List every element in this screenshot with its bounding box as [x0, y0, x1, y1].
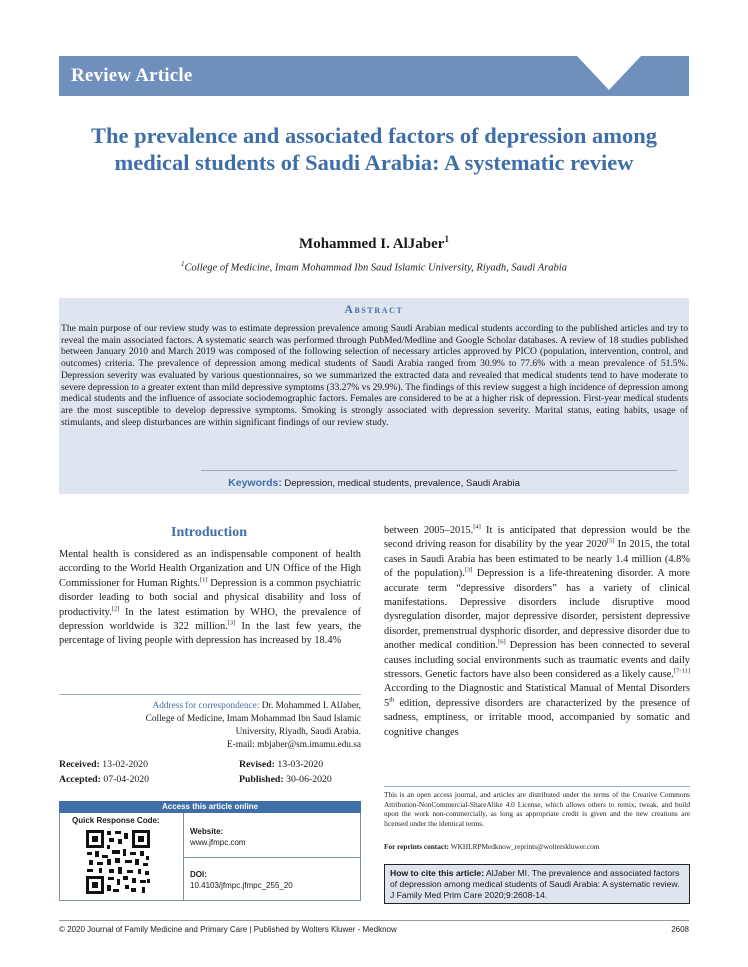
- received-label: Received:: [59, 759, 100, 770]
- intro-text: edition, depressive disorders are characterized by the presence of sadness, emptiness, or irritable mood, accompanied by somatic and cognitive changes: [384, 697, 690, 738]
- website-link[interactable]: www.jfmpc.com: [190, 838, 246, 847]
- intro-text: Depression has been connected to several causes including social environments such as traumatic events and daily stressors. Genetic factors have also been considered as a likely cause.: [384, 640, 690, 681]
- cite-label: How to cite this article:: [390, 868, 485, 878]
- qr-code[interactable]: [85, 829, 151, 895]
- keywords: [0, 477, 748, 489]
- intro-text: Mental health is considered as an indispensable component of health according to the World Health Organization and UN Office of the High Commissioner for Human Rights.: [59, 549, 361, 589]
- footer-divider: [59, 920, 689, 921]
- author-affiliation-mark: 1: [444, 234, 449, 244]
- license-text: This is an open access journal, and articles are distributed under the terms of the Creative Commons Attribution-NonCommercial-ShareAlike 4.0 License, which allows others to remix, tweak, and build upon the work non-commercially, as long as appropriate credit is given and the new creations are licensed under the identical terms.: [384, 790, 690, 828]
- cite-text: AlJaber MI. The prevalence and associated factors of depression among medical students of Saudi Arabia: A systematic review. J Family Med Prim Care 2020;9:2608-14.: [390, 868, 680, 900]
- correspondence-block: [59, 700, 361, 752]
- correspondence-label: Address for correspondence:: [152, 701, 260, 711]
- revised-date: 13-03-2020: [277, 759, 324, 770]
- footer-text: © 2020 Journal of Family Medicine and Primary Care | Published by Wolters Kluwer - Medknow: [59, 925, 397, 934]
- reprints-email[interactable]: WKHLRPMedknow_reprints@wolterskluwer.com: [450, 842, 600, 851]
- correspondence-line-2: University, Riyadh, Saudi Arabia.: [235, 727, 361, 737]
- revised-label: Revised:: [239, 759, 275, 770]
- doi-label: DOI:: [190, 870, 207, 879]
- article-title: The prevalence and associated factors of depression among medical students of Saudi Arabia: A systematic review: [90, 123, 658, 175]
- published-date: 30-06-2020: [286, 774, 332, 785]
- citation-ref: [7-11]: [673, 667, 690, 675]
- keywords-label: Keywords:: [228, 477, 282, 489]
- reprints-label: For reprints contact:: [384, 842, 449, 851]
- citation-ref: [2]: [111, 605, 120, 613]
- published-label: Published:: [239, 774, 284, 785]
- correspondence-divider: [59, 694, 361, 695]
- access-row-divider: [183, 857, 361, 858]
- affiliation: [0, 260, 748, 274]
- citation-ref: [3]: [464, 566, 473, 574]
- keywords-value: Depression, medical students, prevalence, Saudi Arabia: [284, 478, 520, 489]
- intro-text: between 2005–2015.: [384, 525, 474, 536]
- citation-ref: [4]: [473, 523, 481, 531]
- affiliation-mark: 1: [181, 260, 185, 268]
- intro-text: In the latest estimation by WHO, the prevalence of depression worldwide is 322 million.: [59, 606, 361, 633]
- correspondence-email[interactable]: E-mail: mbjaber@sm.imamu.edu.sa: [226, 740, 361, 750]
- abstract-text: The main purpose of our review study was to estimate depression prevalence among Saudi Arabian medical students according to the published articles and try to reveal the main associated factors. A systematic search was performed through PubMed/Medline and Google Scholar databases. A review of 18 studies published between January 2010 and March 2019 was composed of the following selection of necessary articles approved by PICO (population, intervention, control, and outcomes) criteria. The prevalence of depression among medical students of Saudi Arabia ranged from 30.9% to 77.6% with a mean prevalence of 51.5%. Depression severity was evaluated by various questionnaires, so we summarized the extracted data and revealed that medical students tend to have moderate to severe depression to a greater extent than mild depressive symptoms (33.27% vs 29.9%). The findings of this review suggest a high incidence of depression among medical students and the influence of associate sociodemographic factors. Females are considered to be at a higher risk of depression. First-year medical students are the most susceptible to develop depressive symptoms. Smoking is strongly associated with depression severity. Marital status, eating habits, usage of stimulants, and sleep disturbances are within significant findings of our review study.: [61, 323, 688, 428]
- website-label: Website:: [190, 827, 224, 836]
- author-line: [0, 234, 748, 253]
- reprints-line: [384, 842, 690, 851]
- author-name: Mohammed I. AlJaber: [299, 236, 445, 252]
- intro-text: It is anticipated that depression would be the second driving reason for disability by the year 2020: [384, 525, 690, 551]
- license-divider: [384, 786, 690, 787]
- keywords-divider: [201, 470, 677, 471]
- introduction-heading: Introduction: [171, 525, 247, 540]
- article-dates: [59, 757, 361, 787]
- qr-code-label: Quick Response Code:: [72, 816, 160, 825]
- access-online-bar: Access this article online: [59, 801, 361, 813]
- intro-text: In 2015, the total cases in Saudi Arabia has been estimated to be nearly 1.4 million (4.8% of the population).: [384, 539, 690, 580]
- abstract-heading: Abstract: [344, 304, 404, 316]
- affiliation-text: College of Medicine, Imam Mohammad Ibn Saud Islamic University, Riyadh, Saudi Arabia: [184, 262, 567, 274]
- ordinal-suffix: th: [389, 696, 395, 704]
- intro-text: Depression is a life-threatening disorder. A more accurate term “depressive disorders” has a variety of clinical manifestations. Depressive disorders include disruptive mood dysregulation disorder, major depressive disorder, persistent depressive disorder, premenstrual dysphoric disorder, and depressive disorder due to another medical condition.: [384, 568, 690, 652]
- article-type-label: Review Article: [71, 65, 193, 86]
- page-number: 2608: [671, 925, 689, 934]
- intro-text: Depression is a common psychiatric disorder leading to both social and physical disability and loss of productivity.: [59, 577, 361, 618]
- doi-value[interactable]: 10.4103/jfmpc.jfmpc_255_20: [190, 881, 293, 890]
- correspondence-name: Dr. Mohammed I. AlJaber,: [261, 701, 361, 711]
- how-to-cite-box: [384, 864, 690, 904]
- accepted-date: 07-04-2020: [103, 774, 150, 785]
- introduction-left-column: [59, 548, 361, 649]
- received-date: 13-02-2020: [102, 759, 148, 770]
- introduction-right-column: [384, 524, 690, 740]
- accepted-label: Accepted:: [59, 774, 101, 785]
- citation-ref: [5]: [606, 537, 615, 545]
- article-type-banner: [59, 56, 689, 96]
- correspondence-line-1: College of Medicine, Imam Mohammad Ibn Saud Islamic: [145, 714, 361, 724]
- intro-text: According to the Diagnostic and Statistical Manual of Mental Disorders 5: [384, 683, 690, 709]
- intro-text: In the last few years, the percentage of living people with depression has increased by 18.4%: [59, 621, 362, 647]
- citation-ref: [1]: [199, 576, 208, 584]
- citation-ref: [3]: [227, 619, 236, 627]
- citation-ref: [6]: [498, 638, 506, 646]
